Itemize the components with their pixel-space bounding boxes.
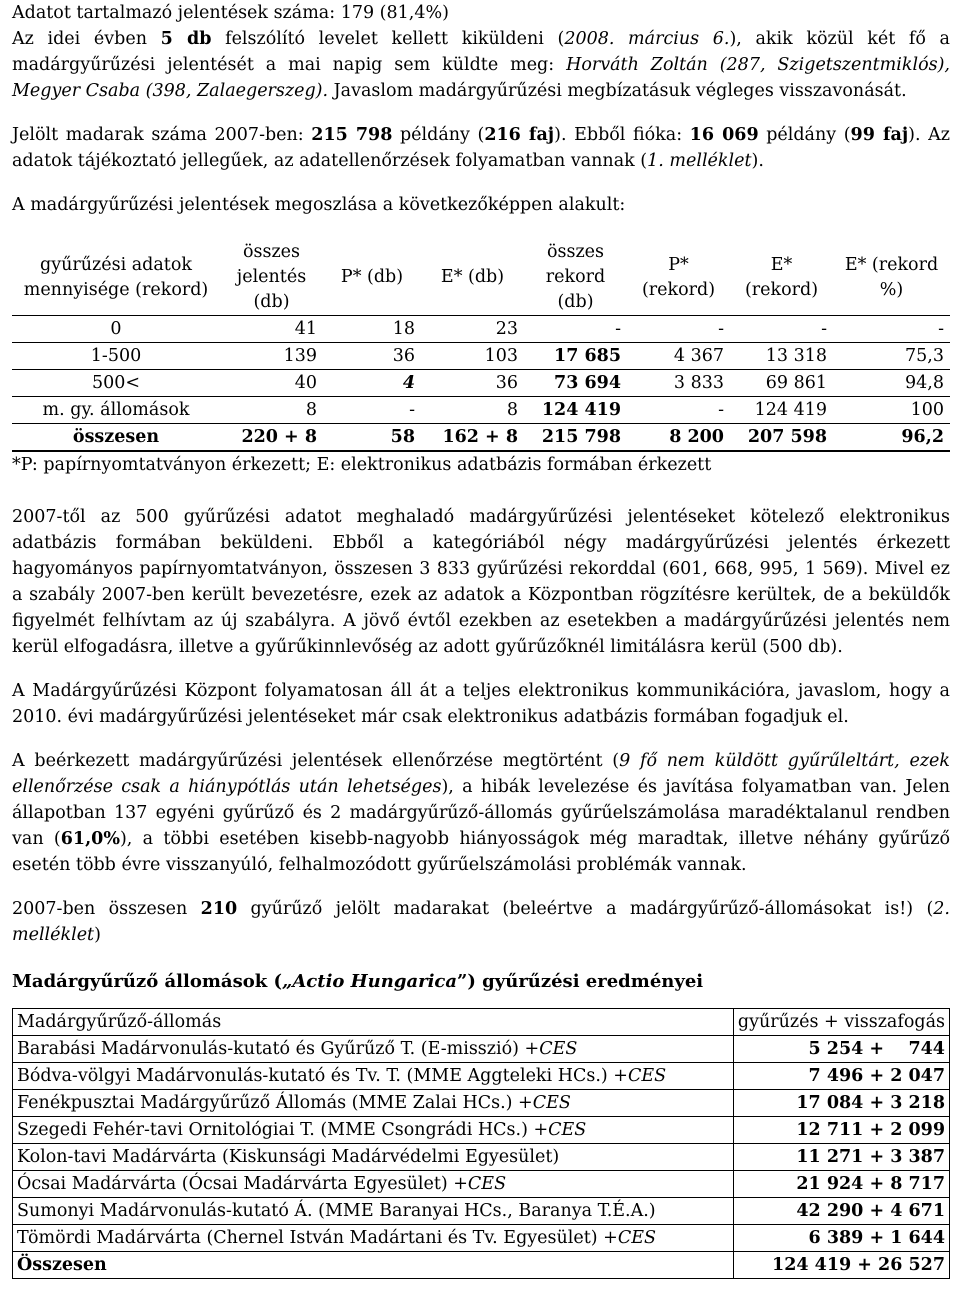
table-row <box>13 1198 950 1225</box>
table-footnote: *P: papírnyomtatványon érkezett; E: elektronikus adatbázis formában érkezett <box>12 455 712 475</box>
table-cell: 36 <box>421 370 524 397</box>
table-cell: - <box>524 316 627 343</box>
table-total-row <box>12 424 950 452</box>
section-heading-stations: Madárgyűrűző állomások („Actio Hungarica”) gyűrűzési eredményei <box>12 971 704 992</box>
station-value: 17 084 + 3 218 <box>733 1090 949 1117</box>
table-row <box>13 1117 950 1144</box>
table-header-row <box>13 1009 950 1036</box>
table-cell: 4 367 <box>627 343 730 370</box>
table-cell: 40 <box>220 370 323 397</box>
table-cell: 207 598 <box>730 424 833 452</box>
table-cell: 23 <box>421 316 524 343</box>
table-cell: 103 <box>421 343 524 370</box>
column-header: E* (db) <box>421 240 524 316</box>
total-label: Összesen <box>13 1252 734 1279</box>
table-cell: 215 798 <box>524 424 627 452</box>
station-name: Szegedi Fehér-tavi Ornitológiai T. (MME Csongrádi HCs.) +CES <box>13 1117 734 1144</box>
table-cell: 124 419 <box>730 397 833 424</box>
table-cell: 4 <box>323 370 421 397</box>
table-cell: 100 <box>833 397 950 424</box>
table-row <box>13 1090 950 1117</box>
station-name: Sumonyi Madárvonulás-kutató Á. (MME Baranyai HCs., Baranya T.É.A.) <box>13 1198 734 1225</box>
total-value: 124 419 + 26 527 <box>733 1252 949 1279</box>
table-cell: 69 861 <box>730 370 833 397</box>
table-cell: - <box>627 397 730 424</box>
table-cell: 0 <box>12 316 220 343</box>
column-header: gyűrűzés + visszafogás <box>733 1009 949 1036</box>
table-cell: 8 <box>421 397 524 424</box>
column-header: összes jelentés (db) <box>220 240 323 316</box>
station-value: 12 711 + 2 099 <box>733 1117 949 1144</box>
column-header: Madárgyűrűző-állomás <box>13 1009 734 1036</box>
table-cell: 41 <box>220 316 323 343</box>
station-name: Ócsai Madárvárta (Ócsai Madárvárta Egyesület) +CES <box>13 1171 734 1198</box>
station-value: 6 389 + 1 644 <box>733 1225 949 1252</box>
table-cell: 18 <box>323 316 421 343</box>
column-header: E* (rekord %) <box>833 240 950 316</box>
table-cell: - <box>730 316 833 343</box>
table-cell: 17 685 <box>524 343 627 370</box>
table-cell: - <box>323 397 421 424</box>
table-cell: 94,8 <box>833 370 950 397</box>
table-cell: 139 <box>220 343 323 370</box>
station-name: Bódva-völgyi Madárvonulás-kutató és Tv. T. (MME Aggteleki HCs.) +CES <box>13 1063 734 1090</box>
table-cell: 3 833 <box>627 370 730 397</box>
table-cell: 220 + 8 <box>220 424 323 452</box>
table-total-row <box>13 1252 950 1279</box>
column-header: P* (rekord) <box>627 240 730 316</box>
column-header: gyűrűzési adatok mennyisége (rekord) <box>12 240 220 316</box>
station-name: Kolon-tavi Madárvárta (Kiskunsági Madárvédelmi Egyesület) <box>13 1144 734 1171</box>
table-cell: 1-500 <box>12 343 220 370</box>
table-cell: 96,2 <box>833 424 950 452</box>
table-cell: 500< <box>12 370 220 397</box>
table-cell: 13 318 <box>730 343 833 370</box>
table-row <box>13 1063 950 1090</box>
paragraph-ringers-count: 2007-ben összesen 210 gyűrűző jelölt madarakat (beleértve a madárgyűrűző-állomásokat is!) (2. melléklet) <box>12 899 950 945</box>
table-cell: összesen <box>12 424 220 452</box>
station-name: Tömördi Madárvárta (Chernel István Madártani és Tv. Egyesület) +CES <box>13 1225 734 1252</box>
table-cell: 124 419 <box>524 397 627 424</box>
paragraph-electronic-communication: A Madárgyűrűzési Központ folyamatosan áll át a teljes elektronikus kommunikációra, javaslom, hogy a 2010. évi madárgyűrűzési jelentéseket már csak elektronikus adatbázis formában fogadjuk el. <box>12 681 950 727</box>
table-row <box>12 343 950 370</box>
table-row <box>13 1225 950 1252</box>
paragraph-marked-birds: Jelölt madarak száma 2007-ben: 215 798 példány (216 faj). Ebből fióka: 16 069 példány (99 faj). Az adatok tájékoztató jellegűek, az adatellenőrzések folyamatban vannak (1. melléklet). <box>12 125 950 171</box>
station-value: 7 496 + 2 047 <box>733 1063 949 1090</box>
station-name: Fenékpusztai Madárgyűrűző Állomás (MME Zalai HCs.) +CES <box>13 1090 734 1117</box>
table-cell: 8 <box>220 397 323 424</box>
station-name: Barabási Madárvonulás-kutató és Gyűrűző T. (E-misszió) +CES <box>13 1036 734 1063</box>
paragraph-electronic-rule: 2007-től az 500 gyűrűzési adatot meghaladó madárgyűrűzési jelentéseket kötelező elektronikus adatbázis formában beküldeni. Ebből a kategóriából négy madárgyűrűzési jelentés érkezett hagyományos papírnyomtatványon, összesen 3 833 gyűrűzési rekorddal (601, 668, 995, 1 569). Mivel ez a szabály 2007-ben került bevezetésre, ezek az adatok a Központban rögzítésre kerültek, de a beküldők figyelmét felhívtam az új szabályra. A jövő évtől ezekben az esetekben a madárgyűrűzési jelentés nem kerül elfogadásra, illetve a gyűrűkinnlevőség az adott gyűrűzőknél limitálásra kerül (500 db). <box>12 507 950 657</box>
table-cell: 75,3 <box>833 343 950 370</box>
table-cell: 8 200 <box>627 424 730 452</box>
table-cell: 36 <box>323 343 421 370</box>
table-cell: - <box>627 316 730 343</box>
table-cell: 58 <box>323 424 421 452</box>
table-row <box>13 1036 950 1063</box>
station-value: 42 290 + 4 671 <box>733 1198 949 1225</box>
document-page <box>12 0 950 1279</box>
table-cell: 162 + 8 <box>421 424 524 452</box>
report-count-line: Adatot tartalmazó jelentések száma: 179 (81,4%) <box>12 3 449 23</box>
table-row <box>12 316 950 343</box>
table-cell: 73 694 <box>524 370 627 397</box>
column-header: E* (rekord) <box>730 240 833 316</box>
station-value: 11 271 + 3 387 <box>733 1144 949 1171</box>
station-value: 5 254 + 744 <box>733 1036 949 1063</box>
table-cell: m. gy. állomások <box>12 397 220 424</box>
column-header: P* (db) <box>323 240 421 316</box>
table-row <box>12 397 950 424</box>
table-row <box>13 1144 950 1171</box>
stations-table <box>12 1008 950 1279</box>
station-value: 21 924 + 8 717 <box>733 1171 949 1198</box>
table-row <box>13 1171 950 1198</box>
table-row <box>12 370 950 397</box>
report-distribution-table <box>12 240 950 452</box>
table-cell: - <box>833 316 950 343</box>
paragraph-report-check: A beérkezett madárgyűrűzési jelentések ellenőrzése megtörtént (9 fő nem küldött gyűrűleltárt, ezek ellenőrzése csak a hiánypótlás után lehetséges), a hibák levelezése és javítása folyamatban van. Jelen állapotban 137 egyéni gyűrűző és 2 madárgyűrűző-állomás gyűrűelszámolása maradéktalanul rendben van (61,0%), a többi esetében kisebb-nagyobb hiányosságok még maradtak, illetve néhány gyűrűző esetén több évre visszanyúló, felhalmozódott gyűrűelszámolási problémák vannak. <box>12 751 951 875</box>
column-header: összes rekord (db) <box>524 240 627 316</box>
paragraph-reminder-letters: Az idei évben 5 db felszólító levelet kellett kiküldeni (2008. március 6.), akik közül két fő a madárgyűrűzési jelentését a mai napig sem küldte meg: Horváth Zoltán (287, Szigetszentmiklós), Megyer Csaba (398, Zalaegerszeg). Javaslom madárgyűrűzési megbízatásuk végleges visszavonását. <box>12 29 950 101</box>
table-header-row <box>12 240 950 316</box>
paragraph-distribution-intro: A madárgyűrűzési jelentések megoszlása a következőképpen alakult: <box>12 195 626 215</box>
